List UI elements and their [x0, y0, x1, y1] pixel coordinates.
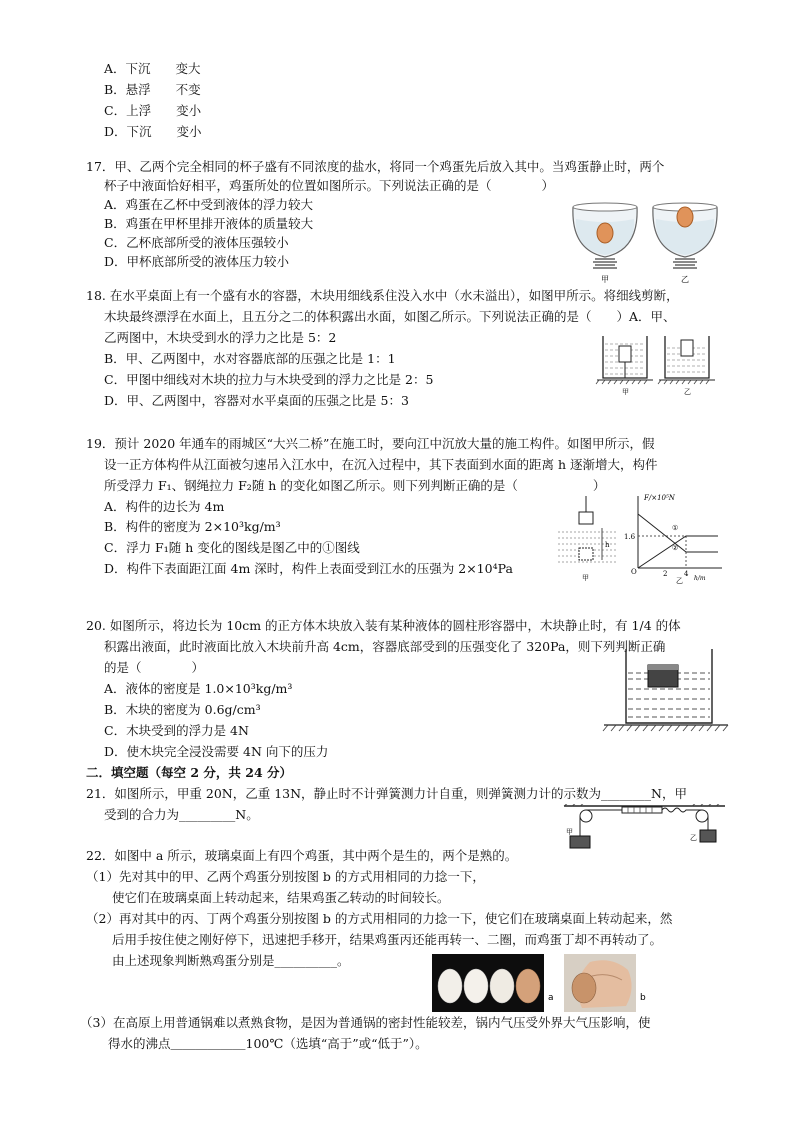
q20-stem-2: 积露出液面，此时液面比放入木块前升高 4cm，容器底部受到的压强变化了 320Pa，则下列判断正确: [104, 639, 666, 654]
q18-label-jia: 甲: [622, 388, 629, 396]
q19-option-b: B．构件的密度为 2×10³kg/m³: [104, 519, 281, 534]
x-axis-label: h/m: [694, 575, 706, 582]
q22-line-6: 由上述现象判断熟鸡蛋分别是__________。: [112, 953, 350, 968]
q17-figure: [565, 195, 725, 285]
hand-egg-photo-b: [564, 954, 636, 1012]
q18-option-d: D．甲、乙两图中，容器对水平桌面的压强之比是 5：3: [104, 393, 409, 408]
q20-stem-3: 的是（ ）: [104, 660, 205, 675]
q18-figure: [595, 332, 725, 397]
q19-option-a: A．构件的边长为 4m: [104, 499, 225, 514]
q19-graph: [624, 494, 722, 585]
q19-construction-diagram: [558, 496, 618, 582]
block-jia: [570, 836, 590, 848]
q18-option-b: B．甲、乙两图中，水对容器底部的压强之比是 1：1: [104, 351, 396, 366]
q22-line-2: （1）先对其中的甲、乙两个鸡蛋分别按图 b 的方式用相同的力捻一下，: [86, 869, 485, 884]
q17-option-c: C．乙杯底部所受的液体压强较小: [104, 235, 289, 250]
q22-line-4: （2）再对其中的丙、丁两个鸡蛋分别按图 b 的方式用相同的力捻一下，使它们在玻璃桌面上转动起来，然: [86, 911, 673, 926]
q17-option-a: A．鸡蛋在乙杯中受到液体的浮力较大: [104, 197, 314, 212]
q18-label-yi: 乙: [684, 388, 691, 396]
q19-stem-1: 19．预计 2020 年通车的雨城区“大兴二桥”在施工时，要向江中沉放大量的施工构件。如图甲所示，假: [86, 436, 655, 451]
q22-line-3: 使它们在玻璃桌面上转动起来，结果鸡蛋乙转动的时间较长。: [112, 890, 450, 905]
glass-jia: [573, 203, 637, 268]
q22-line-7: （3）在高原上用普通锅难以煮熟食物，是因为普通锅的密封性能较差，锅内气压受外界大气压影响，使: [80, 1015, 651, 1030]
q22-line-5: 后用手按住使之刚好停下，迅速把手移开，结果鸡蛋丙还能再转一、二圈，而鸡蛋丁却不再转动了。: [112, 932, 663, 947]
egg-photo-a: [432, 954, 544, 1012]
q21-figure: [562, 804, 727, 852]
q16-option-b: B．悬浮 不变: [104, 82, 201, 97]
q19-stem-3: 所受浮力 F₁、钢绳拉力 F₂随 h 的变化如图乙所示。则下列判断正确的是（ ）: [104, 478, 606, 493]
q21-label-yi: 乙: [690, 834, 697, 842]
q16-option-d: D．下沉 变小: [104, 124, 202, 139]
q21-stem-1: 21．如图所示，甲重 20N，乙重 13N，静止时不计弹簧测力计自重，则弹簧测力计的示数为________N，甲: [86, 786, 687, 801]
photo-label-b: b: [640, 993, 646, 1003]
y-axis-label: F/×10⁵N: [644, 494, 675, 502]
q18-stem-3: 乙两图中，木块受到水的浮力之比是 5：2: [104, 330, 337, 345]
q17-option-d: D．甲杯底部所受的液体压力较小: [104, 254, 290, 269]
q17-label-yi: 乙: [681, 275, 689, 284]
q19-option-d: D．构件下表面距江面 4m 深时，构件上表面受到江水的压强为 2×10⁴Pa: [104, 561, 513, 576]
q20-option-b: B．木块的密度为 0.6g/cm³: [104, 702, 261, 717]
container-yi: [658, 336, 715, 384]
q21-stem-2: 受到的合力为_________N。: [104, 807, 259, 822]
y-tick-label: 1.6: [624, 533, 636, 541]
q21-label-jia: 甲: [566, 828, 573, 836]
block-yi: [700, 830, 716, 842]
q22-line-1: 22．如图中 a 所示，玻璃桌面上有四个鸡蛋，其中两个是生的，两个是熟的。: [86, 848, 518, 863]
q19-label-yi: 乙: [676, 577, 683, 585]
section-title-fill-blank: 二．填空题（每空 2 分，共 24 分）: [86, 765, 293, 780]
q19-h-label: h: [605, 541, 610, 549]
q19-figure: [552, 490, 727, 585]
q20-option-a: A．液体的密度是 1.0×10³kg/m³: [104, 681, 293, 696]
glass-yi: [653, 203, 717, 268]
q20-option-d: D．使木块完全浸没需要 4N 向下的压力: [104, 744, 329, 759]
curve-label-1: ①: [672, 524, 679, 532]
q22-photos: [432, 952, 652, 1014]
q16-option-a: A．下沉 变大: [104, 61, 201, 76]
origin-label: O: [631, 568, 637, 576]
q17-stem-1: 17．甲、乙两个完全相同的杯子盛有不同浓度的盐水，将同一个鸡蛋先后放入其中。当鸡蛋静止时，两个: [86, 159, 665, 174]
curve-label-2: ②: [672, 544, 679, 552]
q18-stem-1: 18. 在水平桌面上有一个盛有水的容器，木块用细线系住没入水中（水未溢出），如图甲所示。将细线剪断，: [86, 288, 679, 303]
q20-stem-1: 20. 如图所示，将边长为 10cm 的正方体木块放入装有某种液体的圆柱形容器中，木块静止时，有 1/4 的体: [86, 618, 681, 633]
q19-label-jia: 甲: [582, 574, 589, 582]
x-tick-2: 2: [663, 570, 668, 578]
q16-option-c: C．上浮 变小: [104, 103, 202, 118]
q19-stem-2: 设一正方体构件从江面被匀速吊入江水中，在沉入过程中，其下表面到水面的距离 h 逐渐增大，构件: [104, 457, 658, 472]
q17-label-jia: 甲: [601, 275, 609, 284]
q18-option-c: C．甲图中细线对木块的拉力与木块受到的浮力之比是 2：5: [104, 372, 434, 387]
pulley-left: [580, 810, 592, 822]
q22-line-8: 得水的沸点＿＿＿＿＿＿100℃（选填“高于”或“低于”）。: [108, 1036, 428, 1051]
q20-option-c: C．木块受到的浮力是 4N: [104, 723, 249, 738]
q18-stem-2: 木块最终漂浮在水面上，且五分之二的体积露出水面，如图乙所示。下列说法正确的是（ ）A．甲、: [104, 309, 676, 324]
container-jia: [596, 336, 653, 384]
q19-option-c: C．浮力 F₁随 h 变化的图线是图乙中的①图线: [104, 540, 360, 555]
photo-label-a: a: [548, 993, 554, 1003]
q17-stem-2: 杯子中液面恰好相平，鸡蛋所处的位置如图所示。下列说法正确的是（ ）: [104, 178, 555, 193]
q17-option-b: B．鸡蛋在甲杯里排开液体的质量较大: [104, 216, 314, 231]
q20-figure: [600, 645, 730, 735]
pulley-right: [696, 810, 708, 822]
x-tick-4: 4: [684, 570, 689, 578]
